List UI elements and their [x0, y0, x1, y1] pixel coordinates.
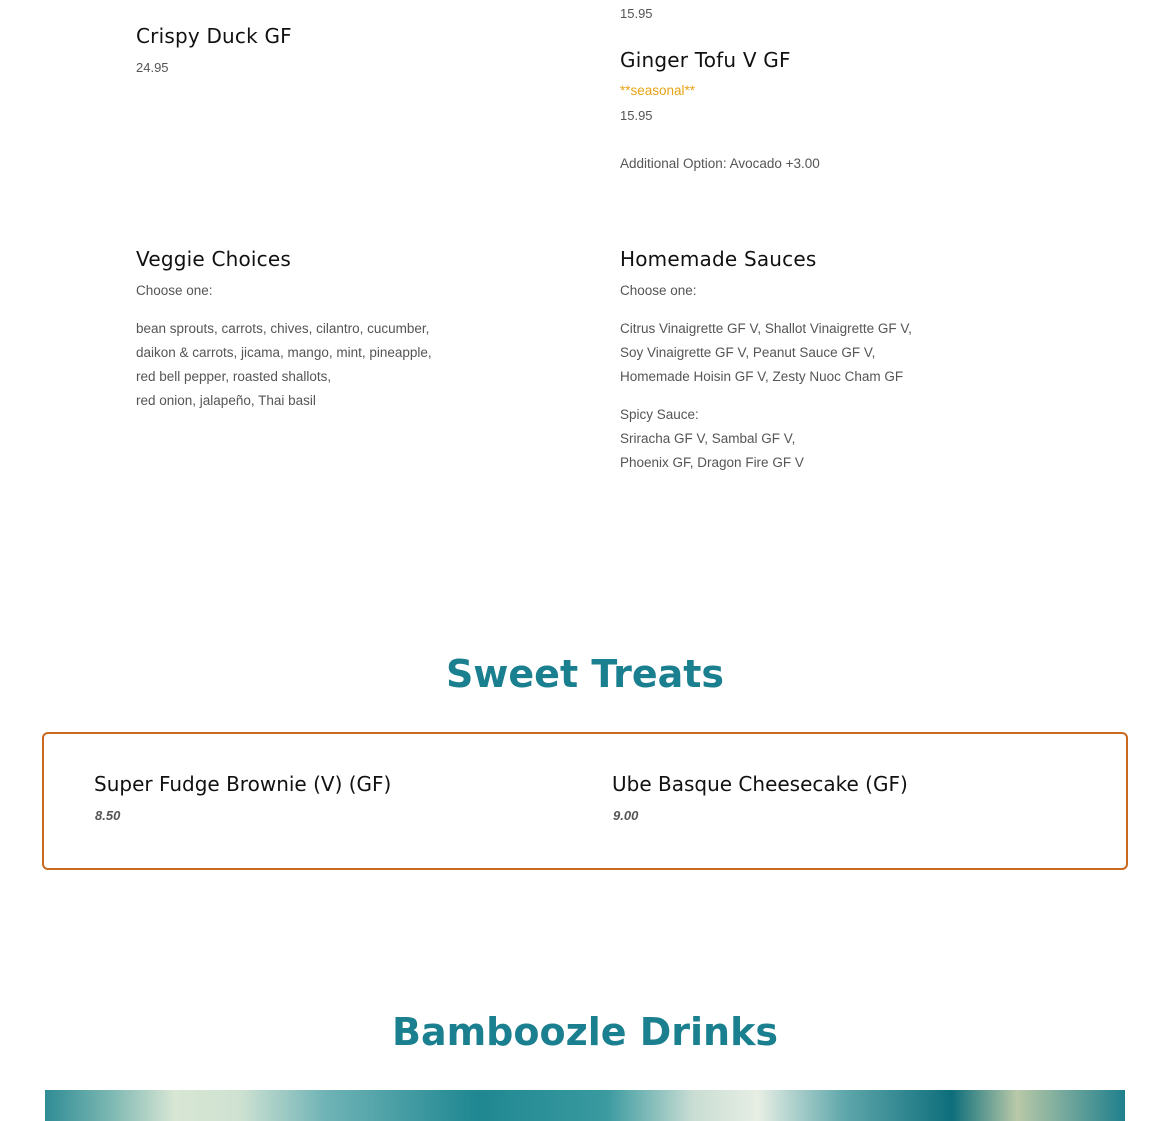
sauces-list: [620, 317, 912, 389]
veggie-choices-title: Veggie Choices: [136, 247, 291, 271]
spicy-sauce-line: Sriracha GF V, Sambal GF V,: [620, 431, 796, 446]
previous-item-price: 15.95: [620, 6, 653, 21]
sauce-line: Citrus Vinaigrette GF V, Shallot Vinaigrette GF V,: [620, 321, 912, 336]
ginger-tofu-title: Ginger Tofu V GF: [620, 48, 791, 72]
crispy-duck-price: 24.95: [136, 60, 169, 75]
ginger-tofu-price: 15.95: [620, 108, 653, 123]
dessert-price-cheesecake: 9.00: [613, 808, 639, 823]
sauces-instruction: Choose one:: [620, 283, 697, 298]
avocado-option: Additional Option: Avocado +3.00: [620, 156, 820, 171]
homemade-sauces-title: Homemade Sauces: [620, 247, 817, 271]
dessert-title-cheesecake: Ube Basque Cheesecake (GF): [612, 772, 908, 796]
sauce-line: Homemade Hoisin GF V, Zesty Nuoc Cham GF: [620, 369, 904, 384]
veggie-instruction: Choose one:: [136, 283, 213, 298]
seasonal-note: **seasonal**: [620, 83, 696, 98]
bamboozle-drinks-heading: Bamboozle Drinks: [391, 1010, 778, 1054]
veggie-line: bean sprouts, carrots, chives, cilantro, cucumber,: [136, 321, 430, 336]
dessert-title-brownie: Super Fudge Brownie (V) (GF): [94, 772, 392, 796]
veggie-line: red bell pepper, roasted shallots,: [136, 369, 332, 384]
spicy-sauce-line: Phoenix GF, Dragon Fire GF V: [620, 455, 804, 470]
veggie-list: [136, 317, 432, 413]
dessert-price-brownie: 8.50: [95, 808, 121, 823]
crispy-duck-title: Crispy Duck GF: [136, 24, 292, 48]
veggie-line: daikon & carrots, jicama, mango, mint, pineapple,: [136, 345, 432, 360]
veggie-line: red onion, jalapeño, Thai basil: [136, 393, 316, 408]
sweet-treats-heading: Sweet Treats: [445, 652, 725, 696]
spicy-sauce-list: [620, 403, 804, 475]
sauce-line: Soy Vinaigrette GF V, Peanut Sauce GF V,: [620, 345, 876, 360]
spicy-sauce-label: Spicy Sauce:: [620, 407, 699, 422]
dessert-card: [42, 732, 1128, 870]
drinks-banner-image: [45, 1090, 1125, 1121]
